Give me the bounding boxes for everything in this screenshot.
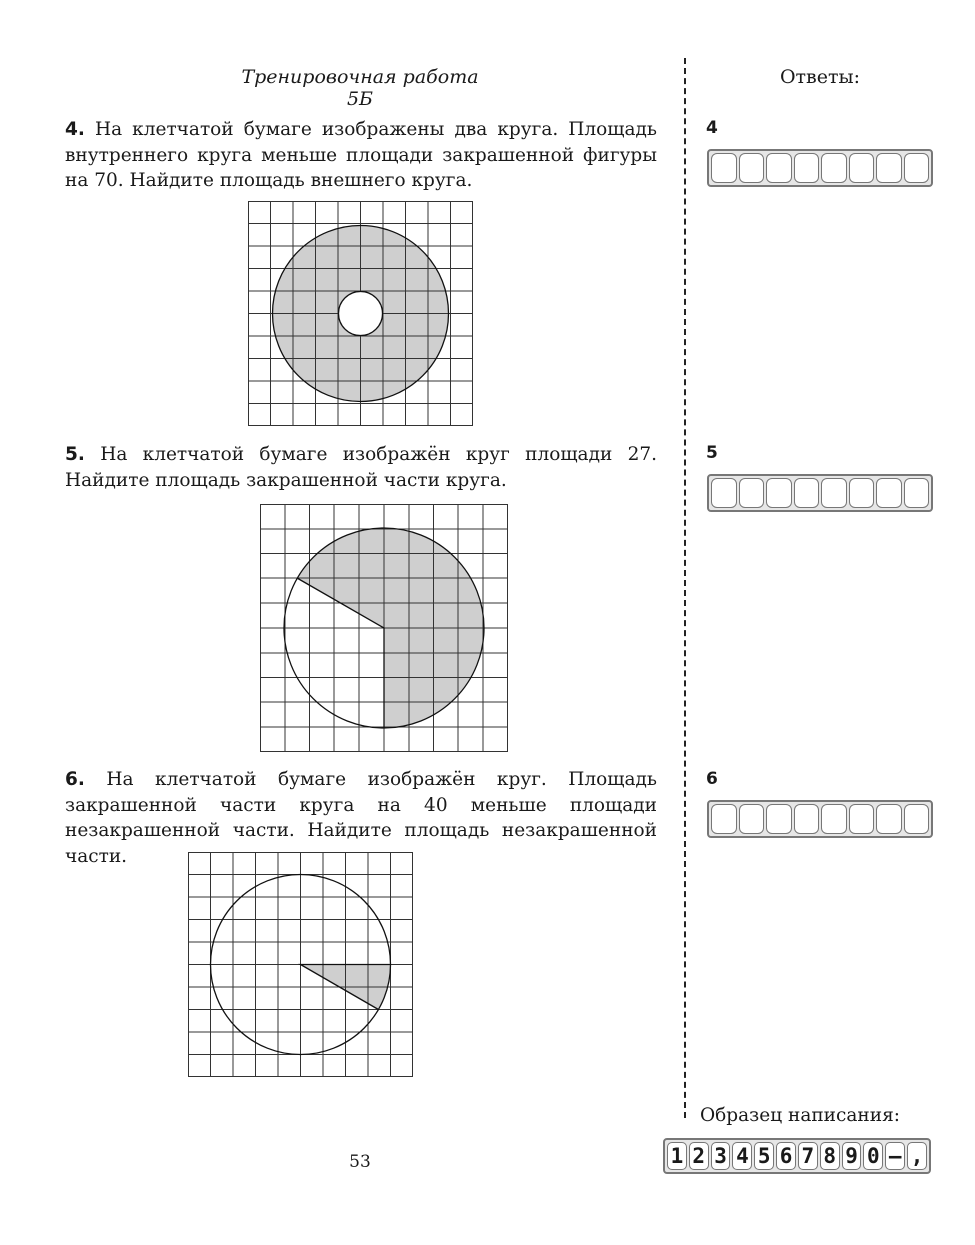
answer-4-label: 4	[706, 118, 718, 138]
sample-glyph: 8	[820, 1142, 840, 1170]
sample-glyph: 0	[863, 1142, 883, 1170]
sample-glyphs	[663, 1138, 931, 1174]
task-4-text: На клетчатой бумаге изображены два круга. Площадь внутреннего круга меньше площади закрашенной фигуры на 70. Найдите площадь внешнего круга.	[65, 119, 657, 191]
sample-glyph: 2	[689, 1142, 709, 1170]
inner-circle	[339, 292, 383, 336]
sample-label: Образец написания:	[700, 1105, 900, 1126]
answer-5-label: 5	[706, 443, 718, 463]
page-header-title: Тренировочная работа 5Б	[241, 66, 479, 110]
task-6-text: На клетчатой бумаге изображён круг. Площадь закрашенной части круга на 40 меньше площади незакрашенной части. Найдите площадь незакрашенной части.	[65, 769, 657, 867]
task-5	[65, 442, 657, 493]
task-5-number: 5.	[65, 444, 85, 465]
task-5-figure	[260, 504, 510, 752]
answers-title: Ответы:	[779, 66, 861, 88]
answer-6-label: 6	[706, 769, 718, 789]
task-4-number: 4.	[65, 119, 85, 140]
sample-glyph: 1	[667, 1142, 687, 1170]
page-number: 53	[349, 1152, 371, 1172]
answer-5-field[interactable]	[707, 474, 933, 512]
answer-4-field[interactable]	[707, 149, 933, 187]
sample-glyph: 5	[754, 1142, 774, 1170]
sample-glyph: 7	[798, 1142, 818, 1170]
task-6-number: 6.	[65, 769, 85, 790]
task-6-figure	[188, 852, 414, 1078]
sample-glyph: ,	[907, 1142, 927, 1170]
sample-glyph: 6	[776, 1142, 796, 1170]
dashed-divider	[684, 58, 686, 1118]
task-5-text: На клетчатой бумаге изображён круг площади 27. Найдите площадь закрашенной части круга.	[65, 444, 657, 491]
sample-glyph: –	[885, 1142, 905, 1170]
sample-glyph: 9	[842, 1142, 862, 1170]
answer-6-field[interactable]	[707, 800, 933, 838]
sample-glyph: 4	[732, 1142, 752, 1170]
task-4	[65, 117, 657, 194]
sample-glyph: 3	[711, 1142, 731, 1170]
task-4-figure	[248, 201, 474, 427]
